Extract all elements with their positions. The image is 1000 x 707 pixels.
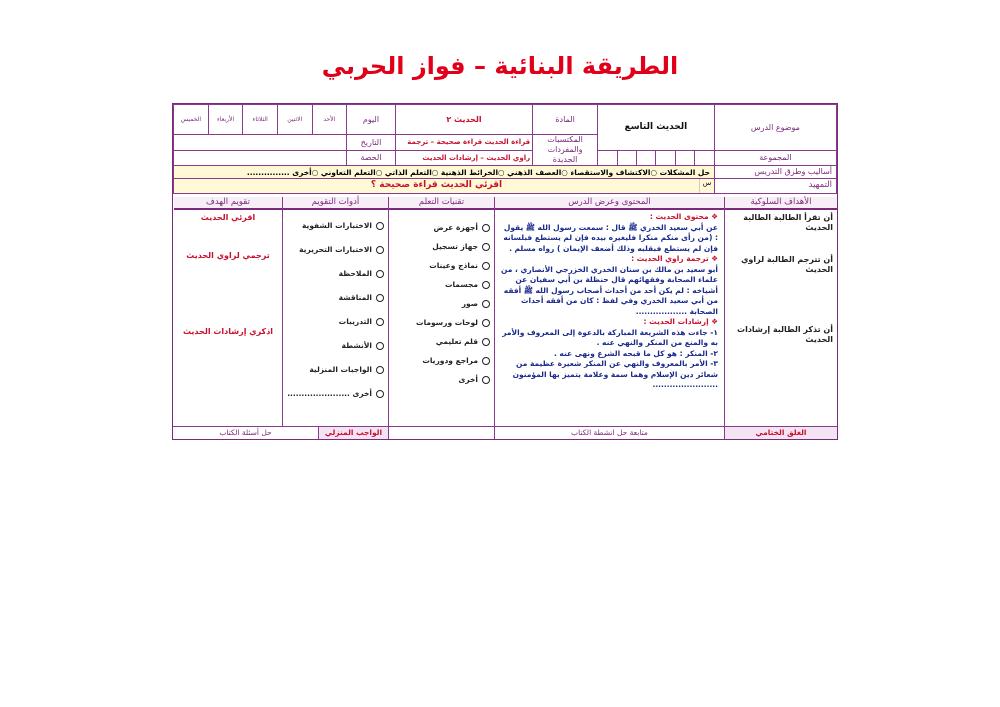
closing-label: الغلق الختامي xyxy=(724,427,837,439)
content-guidance-2: ٢- المنكر : هو كل ما قبحه الشرع ونهى عنه . xyxy=(553,348,718,358)
tools-header: أدوات التقويم xyxy=(283,197,388,210)
radio-icon[interactable] xyxy=(482,281,490,289)
evaluation-1: اقرئي الحديث xyxy=(200,213,256,222)
group-label: المجموعة xyxy=(714,150,836,166)
radio-icon[interactable] xyxy=(376,270,384,278)
radio-icon[interactable] xyxy=(376,390,384,398)
hadith-detail-1: قراءة الحديث قراءة صحيحة – ترجمة xyxy=(395,135,532,151)
technique-option[interactable]: نماذج وعينات xyxy=(429,261,490,270)
radio-icon[interactable] xyxy=(482,243,490,251)
hadith-label: الحديث ٢ xyxy=(395,105,532,135)
technique-option[interactable]: أخرى xyxy=(458,375,490,384)
day-mon: الاثنين xyxy=(277,105,312,135)
content-narrator-text: أبو سعيد بن مالك بن سنان الخدري الخزرجي الأنصاري ، من علماء الصحابة وفقهائهم قال حنظلة بن أبي سفيان عن أشياخه : لم يكن أحد من أحداث أصحاب رسول الله ﷺ أفقه من أبي سعيد الخدري وفي لفظ : كان من أفقه أحداث الصحابة .................. xyxy=(501,264,718,316)
day-sun: الأحد xyxy=(312,105,347,135)
day-tue: الثلاثاء xyxy=(243,105,278,135)
tool-option[interactable]: المناقشة xyxy=(339,293,384,302)
tool-option[interactable]: الملاحظة xyxy=(339,269,384,278)
methods-value: حل المشكلات ○الاكتشاف والاستقصاء ○العصف الذهني ○الخرائط الذهنية ○التعلم الذاتي ○التعلم التعاوني ○أخرى ............... xyxy=(174,166,714,178)
technique-option[interactable]: مجسمات xyxy=(445,280,490,289)
content-heading-2: ❖ ترجمة راوي الحديث : xyxy=(631,254,718,263)
objective-1: أن تقرأ الطالبة الطالبة الحديث xyxy=(743,213,833,232)
lesson-plan-sheet xyxy=(172,103,838,440)
radio-icon[interactable] xyxy=(482,224,490,232)
tool-option[interactable]: الأنشطة xyxy=(342,341,384,350)
topic-value: الحديث التاسع xyxy=(598,105,715,151)
day-label: اليوم xyxy=(347,105,396,135)
page-title: الطريقة البنائية – فواز الحربي xyxy=(321,52,679,80)
tools-column xyxy=(282,197,388,427)
tool-option[interactable]: التدريبات xyxy=(339,317,384,326)
objective-2: أن تترجم الطالبة لراوي الحديث xyxy=(741,255,833,274)
tool-option[interactable]: الواجبات المنزلية xyxy=(309,365,384,374)
radio-icon[interactable] xyxy=(482,376,490,384)
technique-option[interactable]: جهاز تسجيل xyxy=(432,242,490,251)
content-header: المحتوى وعرض الدرس xyxy=(495,197,724,210)
radio-icon[interactable] xyxy=(482,262,490,270)
radio-icon[interactable] xyxy=(482,300,490,308)
intro-label: التمهيد xyxy=(714,179,836,193)
homework-label: الواجب المنزلي xyxy=(318,427,388,439)
radio-icon[interactable] xyxy=(376,222,384,230)
content-guidance-1: ١- جاءت هذه الشريعة المباركة بالدعوة إلى المعروف والأمر به والمنع من المنكر والنهي عنه . xyxy=(502,327,718,347)
radio-icon[interactable] xyxy=(482,338,490,346)
evaluation-3: اذكري إرشادات الحديث xyxy=(182,327,274,336)
content-guidance-3: ٣- الأمر بالمعروف والنهي عن المنكر شعيرة عظيمة من شعائر دين الإسلام وهما سمة وعلامة يتميز بها المؤمنون ....................... xyxy=(512,359,718,389)
tool-option[interactable]: الاختبارات التحريرية xyxy=(299,245,384,254)
gains-label: المكتسبات والمفردات الجديدة xyxy=(533,135,598,166)
radio-icon[interactable] xyxy=(376,342,384,350)
technique-option[interactable]: لوحات ورسومات xyxy=(416,318,490,327)
content-heading-3: ❖ إرشادات الحديث : xyxy=(643,317,718,326)
content-column xyxy=(494,197,724,427)
technique-option[interactable]: قلم تعليمي xyxy=(436,337,490,346)
evaluation-header: تقويم الهدف xyxy=(174,197,282,210)
objectives-column xyxy=(724,197,837,427)
footer-row xyxy=(173,426,837,439)
subject-label: المادة xyxy=(533,105,598,135)
content-hadith-text: عن أبي سعيد الخدري ﷺ قال : سمعت رسول الله ﷺ يقول : (من رأى منكم منكرا فليغيره بيده فإن لم يستطع فبلسانه فإن لم يستطع فبقلبه وذلك أضعف الإيمان ) رواه مسلم . xyxy=(503,222,718,253)
hadith-detail-2: راوي الحديث – إرشادات الحديث xyxy=(395,150,532,166)
activities-text: متابعة حل انشطة الكتاب xyxy=(494,427,724,439)
day-thu: الخميس xyxy=(174,105,209,135)
intro-marker: س xyxy=(699,179,714,193)
header-table xyxy=(173,104,837,166)
tool-option[interactable]: الاختبارات الشفوية xyxy=(302,221,384,230)
radio-icon[interactable] xyxy=(376,318,384,326)
day-wed: الأربعاء xyxy=(208,105,243,135)
evaluation-column xyxy=(174,197,282,427)
radio-icon[interactable] xyxy=(376,294,384,302)
content-heading-1: ❖ محتوى الحديث : xyxy=(649,212,718,221)
methods-label: أساليب وطرق التدريس xyxy=(714,166,836,178)
techniques-column xyxy=(388,197,494,427)
radio-icon[interactable] xyxy=(482,357,490,365)
homework-value: حل أسئلة الكتاب xyxy=(219,428,272,437)
technique-option[interactable]: أجهزة عرض xyxy=(433,223,490,232)
technique-option[interactable]: صور xyxy=(462,299,490,308)
tool-option[interactable]: أخرى ...................... xyxy=(287,389,384,398)
techniques-header: تقنيات التعلم xyxy=(389,197,494,210)
intro-value: اقرئي الحديث قراءة صحيحة ؟ xyxy=(174,179,699,193)
radio-icon[interactable] xyxy=(376,366,384,374)
radio-icon[interactable] xyxy=(482,319,490,327)
date-label: التاريخ xyxy=(347,135,396,151)
radio-icon[interactable] xyxy=(376,246,384,254)
evaluation-2: ترجمي لراوي الحديث xyxy=(186,251,270,260)
topic-label: موضوع الدرس xyxy=(714,105,836,151)
technique-option[interactable]: مراجع ودوريات xyxy=(422,356,490,365)
period-label: الحصة xyxy=(347,150,396,166)
objective-3: أن تذكر الطالبة إرشادات الحديث xyxy=(737,325,833,344)
objectives-header: الأهداف السلوكية xyxy=(725,197,837,210)
